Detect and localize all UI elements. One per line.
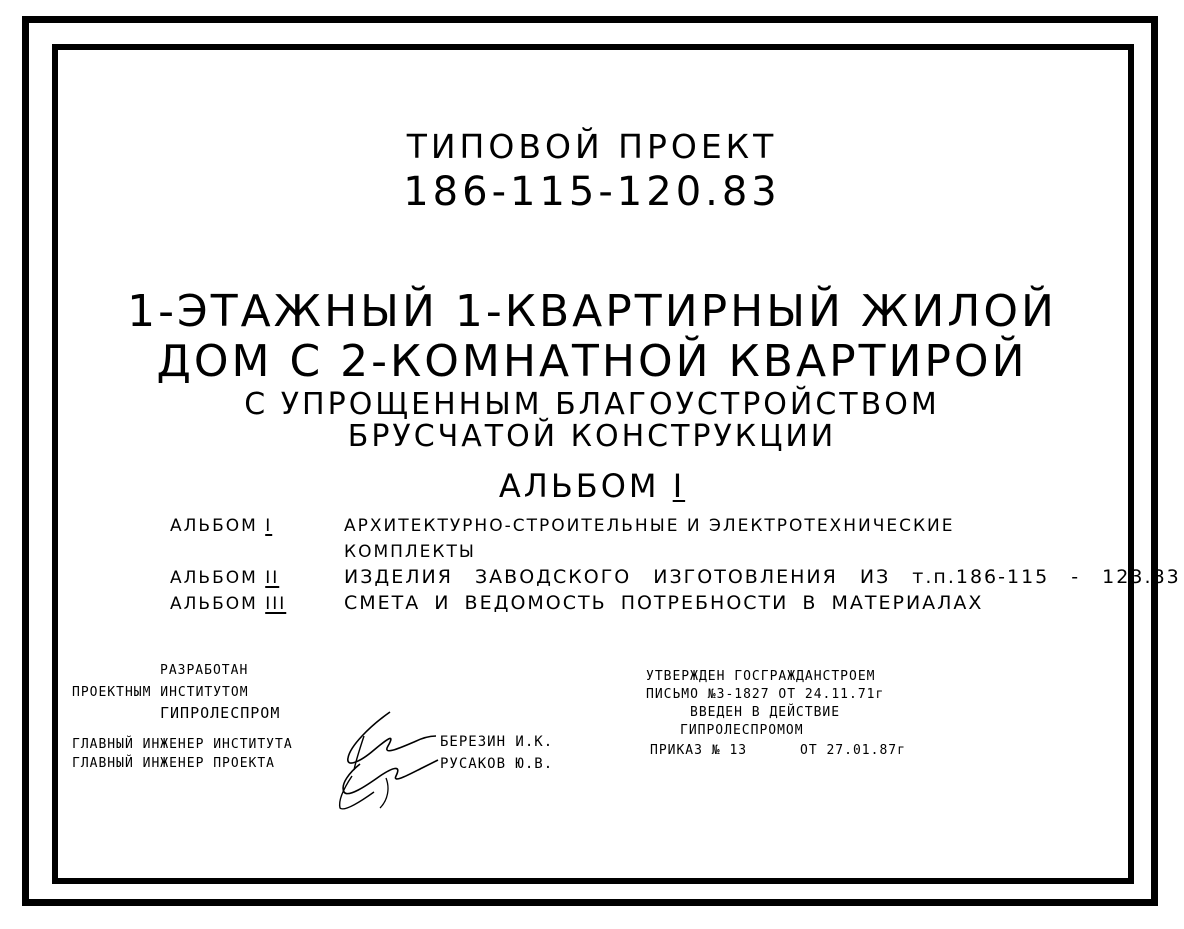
contents-row-1-text-cont: КОМПЛЕКТЫ <box>344 542 476 562</box>
contents-row-2-label <box>170 570 279 587</box>
album-heading-number: I <box>672 467 686 505</box>
developer-name-1: БЕРЕЗИН И.К. <box>440 734 554 750</box>
contents-row-2-text: ИЗДЕЛИЯ ЗАВОДСКОГО ИЗГОТОВЛЕНИЯ ИЗ т.п.186-115 - 123.83 <box>344 566 1181 588</box>
handwritten-signatures <box>330 706 442 814</box>
title-line-3: С УПРОЩЕННЫМ БЛАГОУСТРОЙСТВОМ <box>244 387 940 422</box>
album-heading-label: АЛЬБОМ <box>498 467 660 505</box>
album-heading <box>0 467 1184 505</box>
approval-order-date: ОТ 27.01.87г <box>800 743 906 758</box>
album-number: III <box>265 594 287 614</box>
album-label: АЛЬБОМ <box>170 516 258 536</box>
approval-line-3: ВВЕДЕН В ДЕЙСТВИЕ <box>690 705 841 720</box>
album-number: I <box>265 516 273 536</box>
title-line-1: 1-ЭТАЖНЫЙ 1-КВАРТИРНЫЙ ЖИЛОЙ <box>127 286 1057 337</box>
contents-row-3-label <box>170 596 286 613</box>
approval-line-2: ПИСЬМО №3-1827 ОТ 24.11.71г <box>646 687 885 702</box>
developer-role-2: ГЛАВНЫЙ ИНЖЕНЕР ПРОЕКТА <box>72 756 276 771</box>
contents-row-1-label <box>170 518 272 535</box>
developer-line-2: ПРОЕКТНЫМ ИНСТИТУТОМ <box>72 685 249 700</box>
project-type-label: ТИПОВОЙ ПРОЕКТ <box>406 127 778 166</box>
developer-line-1: РАЗРАБОТАН <box>160 663 249 678</box>
approval-line-4: ГИПРОЛЕСПРОМОМ <box>680 723 804 738</box>
developer-name-2: РУСАКОВ Ю.В. <box>440 756 554 772</box>
title-line-4: БРУСЧАТОЙ КОНСТРУКЦИИ <box>347 419 837 454</box>
contents-row-3-text: СМЕТА И ВЕДОМОСТЬ ПОТРЕБНОСТИ В МАТЕРИАЛАХ <box>344 592 984 614</box>
project-number: 186-115-120.83 <box>403 169 781 215</box>
developer-line-3: ГИПРОЛЕСПРОМ <box>160 704 281 722</box>
title-line-2: ДОМ С 2-КОМНАТНОЙ КВАРТИРОЙ <box>156 336 1028 387</box>
album-number: II <box>265 568 280 588</box>
approval-order-number: ПРИКАЗ № 13 <box>650 743 748 758</box>
album-label: АЛЬБОМ <box>170 568 258 588</box>
approval-line-1: УТВЕРЖДЕН ГОСГРАЖДАНСТРОЕМ <box>646 669 876 684</box>
developer-role-1: ГЛАВНЫЙ ИНЖЕНЕР ИНСТИТУТА <box>72 737 293 752</box>
contents-row-1-text: АРХИТЕКТУРНО-СТРОИТЕЛЬНЫЕ И ЭЛЕКТРОТЕХНИЧЕСКИЕ <box>344 516 955 536</box>
album-label: АЛЬБОМ <box>170 594 258 614</box>
